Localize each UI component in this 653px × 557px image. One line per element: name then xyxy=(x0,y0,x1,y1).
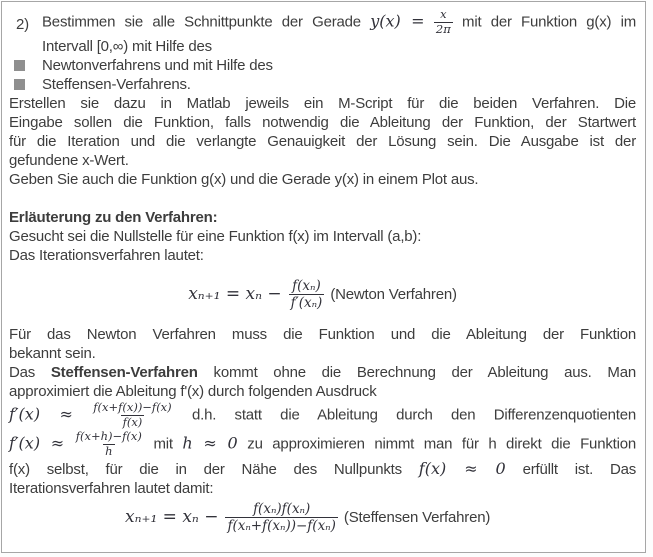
fraction-denominator: f′(xₙ) xyxy=(290,295,323,312)
newton-formula-label: (Newton Verfahren) xyxy=(330,286,457,304)
bullet-square-icon xyxy=(14,79,25,90)
math-f-prime-approx: f′(x) ≈ xyxy=(9,433,65,453)
steffensen-formula xyxy=(125,501,636,536)
bullet-label: Steffensen-Verfahrens. xyxy=(42,75,191,93)
math-fx-approx-zero: f(x) ≈ 0 xyxy=(418,458,506,478)
document-page xyxy=(1,1,646,553)
paragraph-derivation xyxy=(9,401,636,497)
newton-fraction xyxy=(289,278,325,313)
paragraph-newton-requirements xyxy=(9,325,636,363)
fraction-numerator: f(xₙ) xyxy=(292,277,321,294)
fraction-denominator: 2π xyxy=(435,21,451,36)
derivation-line-1 xyxy=(9,401,636,430)
bullet-item-newton xyxy=(9,56,636,75)
steffensen-bold-term: Steffensen-Verfahren xyxy=(50,364,198,382)
newton-formula xyxy=(9,278,636,313)
paragraph-steffensen-intro xyxy=(9,363,636,401)
item-number: 2) xyxy=(16,16,29,33)
paragraph-line: für die Iteration und die verlangte Genauigkeit der Lösung sein. Die Ausgabe ist der xyxy=(9,132,636,150)
derivation-text: mit xyxy=(153,435,173,453)
derivation-text: d.h. statt die Ableitung durch den Differenzenquotienten xyxy=(191,406,637,424)
math-y-of-x: y(x) = xyxy=(370,11,425,31)
steffensen-fraction xyxy=(225,501,337,536)
text-pre: Das xyxy=(9,364,36,382)
paragraph-iteration-intro: Das Iterationsverfahren lautet: xyxy=(9,246,204,264)
fraction-numerator: f(x+f(x))−f(x) xyxy=(93,400,172,415)
blank-line xyxy=(9,189,636,208)
paragraph-line xyxy=(9,363,636,382)
derivation-line-4: Iterationsverfahren lautet damit: xyxy=(9,479,214,497)
math-f-prime-approx: f′(x) ≈ xyxy=(9,404,73,424)
paragraph-line: Erstellen sie dazu in Matlab jeweils ein M-Script für die beiden Verfahren. Die xyxy=(9,94,636,112)
derivation-line-2 xyxy=(9,430,636,459)
paragraph-line: gefundene x-Wert. xyxy=(9,151,129,169)
bullet-label: Newtonverfahrens und mit Hilfe des xyxy=(42,56,273,74)
section-heading-explanation: Erläuterung zu den Verfahren: xyxy=(9,208,218,226)
inline-fraction-difference-quotient-f xyxy=(91,401,173,430)
math-h-approx-zero: h ≈ 0 xyxy=(182,433,238,453)
fraction-numerator: f(xₙ)f(xₙ) xyxy=(253,500,311,517)
item-text-a: Bestimmen sie alle Schnittpunkte der Gerade xyxy=(42,13,361,31)
paragraph-line: approximiert die Ableitung f'(x) durch folgenden Ausdruck xyxy=(9,383,377,401)
paragraph-line: Eingabe sollen die Funktion, falls notwendig die Ableitung der Funktion, der Startwert xyxy=(9,113,636,131)
paragraph-line: Für das Newton Verfahren muss die Funktion und die Ableitung der Funktion xyxy=(9,326,636,344)
newton-formula-lead: xₙ₊₁ = xₙ − xyxy=(188,284,282,305)
paragraph-nullstelle: Gesucht sei die Nullstelle für eine Funktion f(x) im Intervall (a,b): xyxy=(9,227,422,245)
item-line-1 xyxy=(42,8,636,37)
exercise-item-2 xyxy=(9,8,636,56)
fraction-numerator: x xyxy=(440,7,447,21)
paragraph-line: bekannt sein. xyxy=(9,345,96,363)
fraction-denominator: h xyxy=(105,443,113,458)
inline-fraction-x-over-2pi xyxy=(434,8,453,37)
fraction-numerator: f(x+h)−f(x) xyxy=(75,428,142,443)
fraction-denominator: f(x) xyxy=(122,415,143,430)
steffensen-formula-lead: xₙ₊₁ = xₙ − xyxy=(125,507,219,528)
paragraph-matlab-task xyxy=(9,94,636,170)
fraction-denominator: f(xₙ+f(xₙ))−f(xₙ) xyxy=(227,518,336,535)
bullet-item-steffensen xyxy=(9,75,636,94)
text-post: kommt ohne die Berechnung der Ableitung aus. Man xyxy=(213,364,636,382)
item-line-2: Intervall [0,∞) mit Hilfe des xyxy=(42,37,212,55)
bullet-square-icon xyxy=(14,60,25,71)
derivation-text: f(x) selbst, für die in der Nähe des Nullpunkts xyxy=(9,460,402,478)
derivation-text: zu approximieren nimmt man für h direkt die Funktion xyxy=(247,435,637,453)
paragraph-plot-output: Geben Sie auch die Funktion g(x) und die Gerade y(x) in einem Plot aus. xyxy=(9,170,479,188)
derivation-line-3 xyxy=(9,459,636,479)
derivation-text: erfüllt ist. Das xyxy=(522,460,637,478)
item-text-b: mit der Funktion g(x) im xyxy=(462,13,637,31)
document-content xyxy=(2,2,645,535)
inline-fraction-difference-quotient-h xyxy=(74,430,144,459)
steffensen-formula-label: (Steffensen Verfahren) xyxy=(343,509,491,527)
